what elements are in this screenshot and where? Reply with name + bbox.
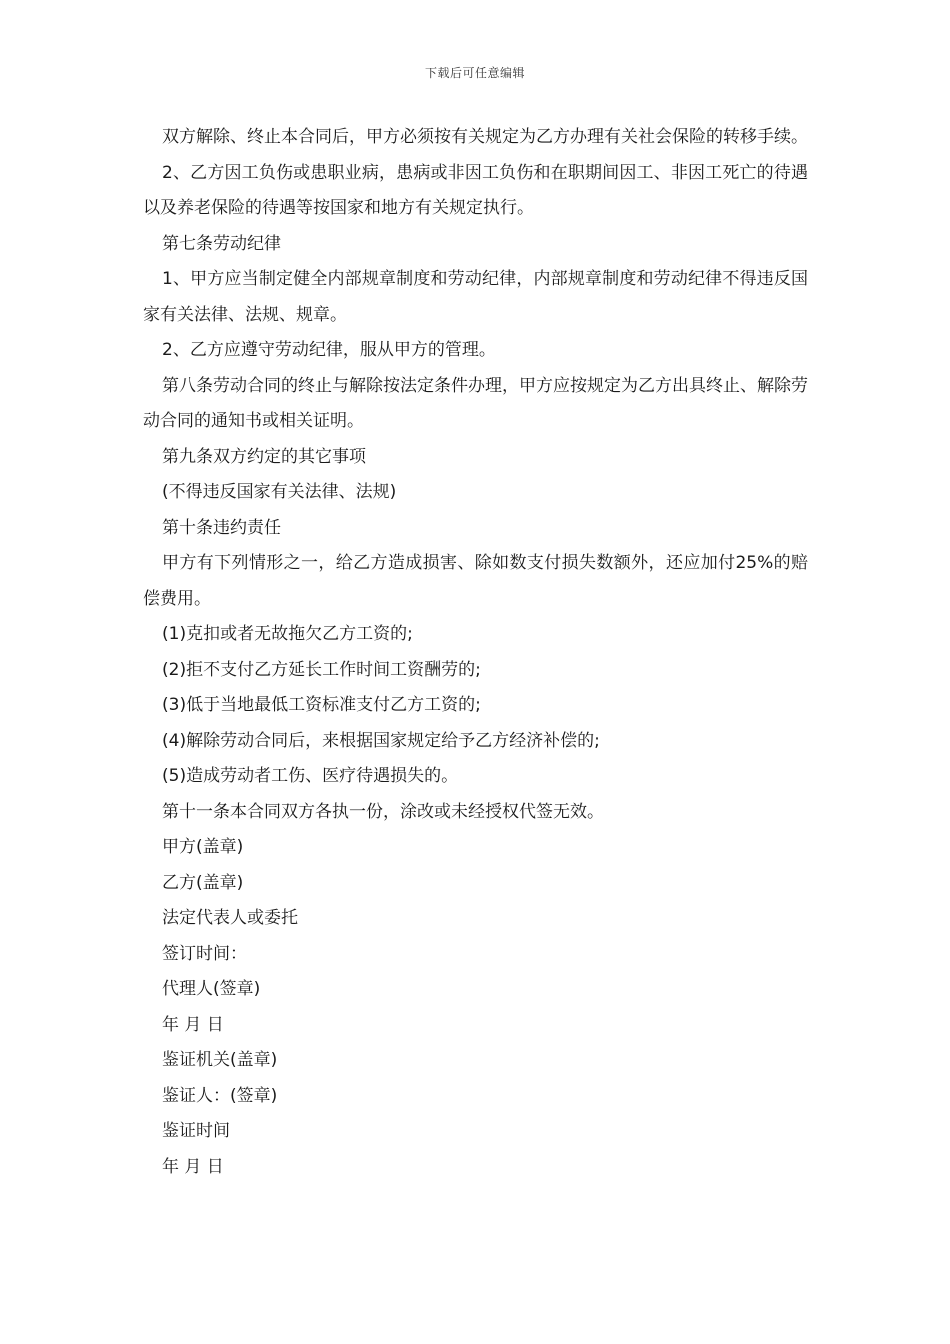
signature-verification-authority: 鉴证机关(盖章): [162, 1050, 278, 1070]
paragraph-breach-compensation: 甲方有下列情形之一，给乙方造成损害、除如数支付损失数额外，还应加付25%的赔偿费用。: [143, 553, 808, 609]
signature-date-2: 年 月 日: [162, 1156, 224, 1177]
section-heading-article-7: 第七条劳动纪律: [162, 233, 281, 254]
list-item-breach-1: (1)克扣或者无故拖欠乙方工资的;: [162, 624, 413, 644]
paragraph-article-8: 第八条劳动合同的终止与解除按法定条件办理，甲方应按规定为乙方出具终止、解除劳动合同的通知书或相关证明。: [143, 375, 808, 431]
section-heading-article-9: 第九条双方约定的其它事项: [162, 446, 366, 467]
list-item-breach-5: (5)造成劳动者工伤、医疗待遇损失的。: [162, 766, 459, 786]
signature-legal-representative: 法定代表人或委托: [162, 908, 298, 928]
signature-party-a: 甲方(盖章): [162, 837, 244, 857]
signature-agent: 代理人(签章): [162, 979, 261, 999]
signature-date-1: 年 月 日: [162, 1014, 224, 1035]
paragraph-article-9-note: (不得违反国家有关法律、法规): [162, 482, 397, 502]
paragraph-social-insurance-transfer: 双方解除、终止本合同后，甲方必须按有关规定为乙方办理有关社会保险的转移手续。: [162, 127, 808, 147]
signature-verification-time: 鉴证时间: [162, 1121, 230, 1141]
paragraph-obey-discipline: 2、乙方应遵守劳动纪律，服从甲方的管理。: [162, 340, 496, 360]
paragraph-injury-treatment: 2、乙方因工负伤或患职业病，患病或非因工负伤和在职期间因工、非因工死亡的待遇以及养老保险的待遇等按国家和地方有关规定执行。: [143, 162, 808, 218]
signature-party-b: 乙方(盖章): [162, 872, 244, 893]
signature-verifier: 鉴证人：(签章): [162, 1085, 278, 1106]
page-header: 下载后可任意编辑: [424, 66, 525, 80]
list-item-breach-4: (4)解除劳动合同后，来根据国家规定给予乙方经济补偿的;: [162, 730, 600, 751]
list-item-breach-2: (2)拒不支付乙方延长工作时间工资酬劳的;: [162, 659, 481, 680]
signature-signing-time: 签订时间：: [162, 943, 247, 964]
paragraph-rules-discipline: 1、甲方应当制定健全内部规章制度和劳动纪律，内部规章制度和劳动纪律不得违反国家有关法律、法规、规章。: [143, 269, 808, 325]
list-item-breach-3: (3)低于当地最低工资标准支付乙方工资的;: [162, 695, 481, 715]
section-heading-article-10: 第十条违约责任: [162, 517, 281, 538]
document-body: [143, 120, 808, 1185]
paragraph-article-11: 第十一条本合同双方各执一份，涂改或未经授权代签无效。: [162, 801, 604, 822]
